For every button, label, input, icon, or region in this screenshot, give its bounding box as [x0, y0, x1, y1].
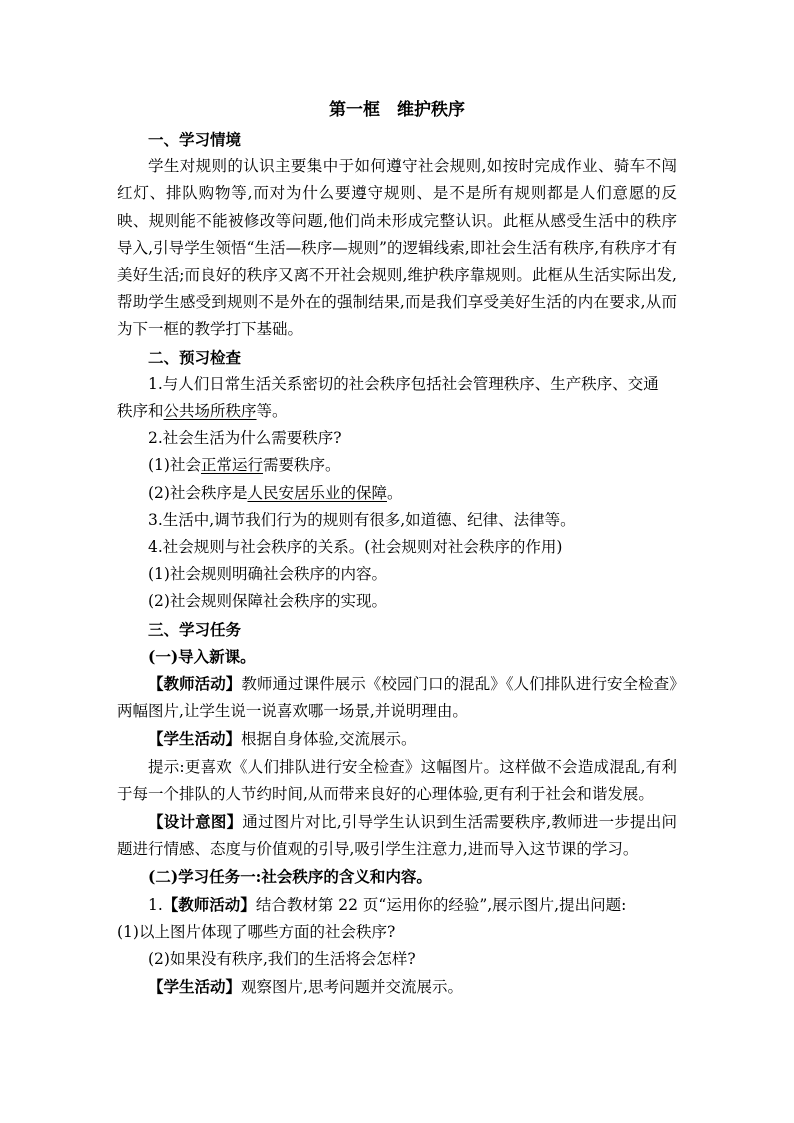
section-heading-preview: 二、预习检查 [148, 347, 242, 367]
question-2-item-1 [117, 452, 677, 479]
q2-1-suffix: 需要秩序。 [262, 456, 341, 475]
question-2: 2.社会生活为什么需要秩序? [148, 429, 342, 448]
q2-2-suffix: 。 [386, 483, 403, 502]
task-question-2: (2)如果没有秩序,我们的生活将会怎样? [148, 950, 416, 969]
question-1-prefix: 秩序和 [117, 402, 164, 421]
situation-paragraph: 学生对规则的认识主要集中于如何遵守社会规则,如按时完成作业、骑车不闯红灯、排队购物等,而对为什么要遵守规则、是不是所有规则都是人们意愿的反映、规则能不能被修改等问题,他们尚未形成完整认识。此框从感受生活中的秩序导入,引导学生领悟“生活—秩序—规则”的逻辑线索,即社会生活有秩序,有秩序才有美好生活;而良好的秩序又离不开社会规则,维护秩序靠规则。此框从生活实际出发,帮助学生感受到规则不是外在的强制结果,而是我们享受美好生活的内在要求,从而为下一框的教学打下基础。 [117, 157, 677, 339]
student-activity-2-text: 观察图片,思考问题并交流展示。 [241, 978, 463, 997]
teacher-activity-2-paragraph [117, 891, 677, 919]
question-4-item-1: (1)社会规则明确社会秩序的内容。 [148, 565, 387, 584]
teacher-activity-2-number: 1. [148, 895, 163, 914]
teacher-activity-paragraph [117, 670, 677, 725]
subsection-heading-task-1: (二)学习任务一:社会秩序的含义和内容。 [148, 867, 432, 887]
design-intent-text: 通过图片对比,引导学生认识到生活需要秩序,教师进一步提出问题进行情感、态度与价值观的引导,吸引学生注意力,进而导入这节课的学习。 [117, 813, 677, 859]
teacher-activity-2-text: 结合教材第 22 页“运用你的经验”,展示图片,提出问题: [255, 895, 627, 914]
hint-paragraph: 提示:更喜欢《人们排队进行安全检查》这幅图片。这样做不会造成混乱,有利于每一个排队的人节约时间,从而带来良好的心理体验,更有利于社会和谐发展。 [117, 757, 677, 803]
q2-2-answer: 人民安居乐业的保障 [247, 483, 387, 502]
student-activity-2-paragraph [117, 973, 677, 1001]
question-2-item-2 [117, 480, 677, 507]
question-1-suffix: 等。 [256, 402, 288, 421]
task-question-1: (1)以上图片体现了哪些方面的社会秩序? [117, 922, 396, 941]
document-page [117, 98, 677, 1002]
teacher-activity-2-label: 【教师活动】 [162, 894, 256, 914]
teacher-activity-text: 教师通过课件展示《校园门口的混乱》《人们排队进行安全检查》两幅图片,让学生说一说喜欢哪一场景,并说明理由。 [117, 675, 677, 721]
teacher-activity-label: 【教师活动】 [148, 674, 242, 694]
student-activity-paragraph [117, 725, 677, 753]
question-1-line-b [117, 398, 677, 425]
section-heading-situation: 一、学习情境 [148, 130, 242, 149]
q2-1-prefix: (1)社会 [148, 456, 201, 475]
student-activity-2-label: 【学生活动】 [148, 977, 242, 997]
subsection-heading-intro: (一)导入新课。 [148, 646, 256, 666]
student-activity-text: 根据自身体验,交流展示。 [241, 730, 417, 749]
design-intent-paragraph [117, 808, 677, 863]
q2-2-prefix: (2)社会秩序是 [148, 483, 248, 502]
question-1-answer: 公共场所秩序 [163, 402, 257, 421]
question-3: 3.生活中,调节我们行为的规则有很多,如道德、纪律、法律等。 [148, 510, 576, 529]
question-4: 4.社会规则与社会秩序的关系。(社会规则对社会秩序的作用) [148, 538, 563, 557]
page-title: 第一框 维护秩序 [329, 100, 465, 120]
q2-1-answer: 正常运行 [200, 456, 263, 475]
question-4-item-2: (2)社会规则保障社会秩序的实现。 [148, 592, 387, 611]
student-activity-label: 【学生活动】 [148, 729, 242, 749]
question-1-line-a: 1.与人们日常生活关系密切的社会秩序包括社会管理秩序、生产秩序、交通 [148, 374, 659, 393]
design-intent-label: 【设计意图】 [148, 812, 243, 832]
section-heading-tasks: 三、学习任务 [148, 619, 242, 639]
